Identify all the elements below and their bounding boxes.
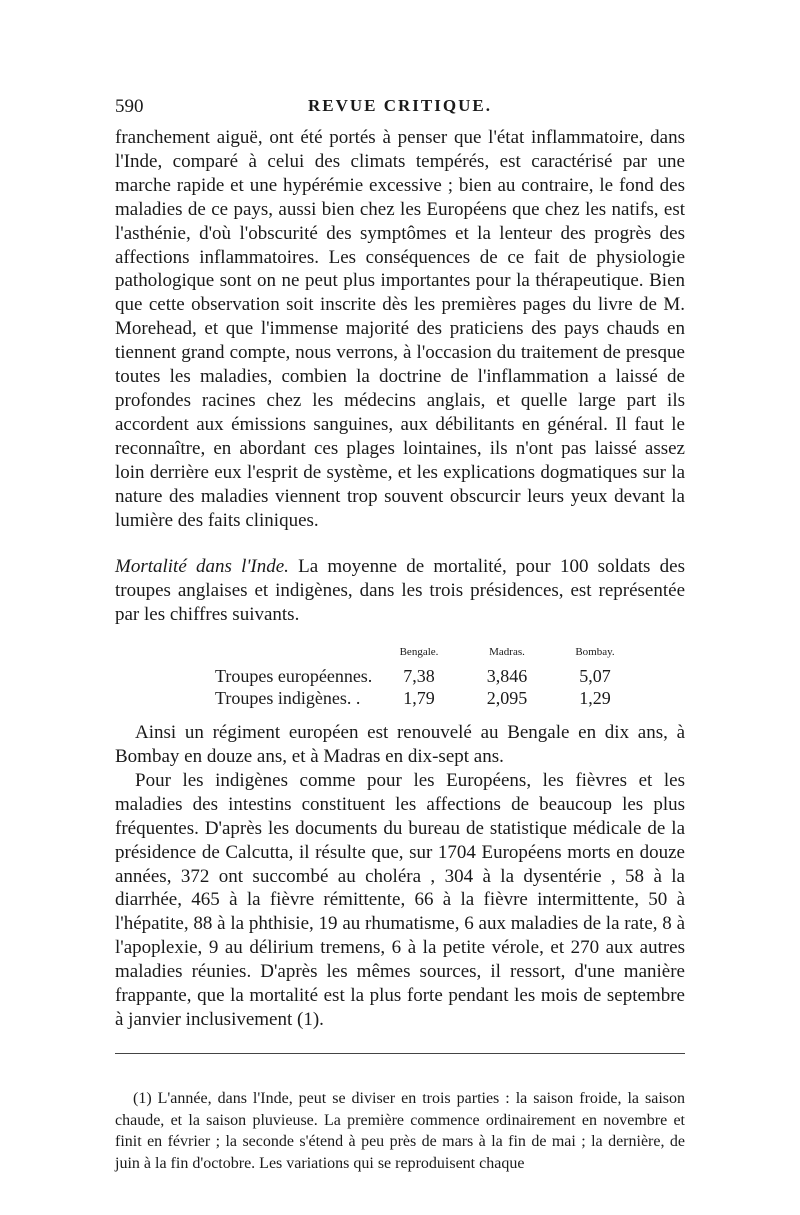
- table-row: [215, 687, 639, 709]
- table-header-bengale: Bengale.: [399, 646, 439, 659]
- table-cell: 7,38: [403, 666, 435, 687]
- paragraph-diseases-statistics: Pour les indigènes comme pour les Européens, les fièvres et les maladies des intestins constituent les affections de beaucoup les plus fréquentes. D'après les documents du bureau de statistique médicale de la présidence de Calcutta, il résulte que, sur 1704 Européens morts en douze années, 372 ont succombé au choléra , 304 à la dysentérie , 58 à la diarrhée, 465 à la fièvre rémittente, 66 à la fièvre intermittente, 50 à l'hépatite, 88 à la phthisie, 19 au rhumatisme, 6 aux maladies de la rate, 8 à l'apoplexie, 9 au délirium tremens, 6 à la petite vérole, et 270 aux autres maladies réunies. D'après les mêmes sources, il ressort, d'une manière frappante, que la mortalité est la plus forte pendant les mois de septembre à janvier inclusivement (1).: [115, 769, 685, 1030]
- table-cell: 3,846: [486, 666, 528, 687]
- page-number: 590: [115, 96, 144, 117]
- paragraph-mortality-intro-text: La moyenne de mortalité, pour 100 soldats des troupes anglaises et indigènes, dans les trois présidences, est représentée par les chiffres suivants.: [115, 556, 685, 626]
- table-cell: 1,29: [579, 688, 611, 709]
- running-title: REVUE CRITIQUE.: [308, 96, 492, 115]
- paragraph-mortality-intro: [115, 555, 685, 627]
- footnote-divider: [115, 1053, 685, 1054]
- table-cell: 5,07: [579, 666, 611, 687]
- table-header-madras: Madras.: [489, 646, 525, 659]
- footnote: (1) L'année, dans l'Inde, peut se diviser en trois parties : la saison froide, la saison chaude, et la saison pluvieuse. La première commence ordinairement en novembre et finit en février ; la seconde s'étend à peu près de mars à la fin de mai ; la dernière, de juin à la fin d'octobre. Les variations qui se reproduisent chaque: [115, 1090, 685, 1172]
- table-cell: 1,79: [403, 688, 435, 709]
- page-header: [115, 96, 685, 124]
- section-lead-mortality: Mortalité dans l'Inde.: [115, 556, 289, 578]
- row-label: Troupes européennes.: [215, 666, 373, 687]
- body-text: [115, 126, 685, 1032]
- table-header-empty: [215, 641, 375, 665]
- paragraph-inflammation: franchement aiguë, ont été portés à penser que l'état inflammatoire, dans l'Inde, comparé à celui des climats tempérés, est caractérisé par une marche rapide et une hypérémie excessive ; bien au contraire, le fond des maladies de ce pays, aussi bien chez les Européens que chez les natifs, est l'asthénie, d'où l'obscurité des symptômes et la lenteur des progrès des affections inflammatoires. Les conséquences de ce fait de physiologie pathologique sont on ne peut plus importantes pour la thérapeutique. Bien que cette observation soit inscrite dès les premières pages du livre de M. Morehead, et que l'immense majorité des praticiens des pays chauds en tiennent grand compte, nous verrons, à l'occasion du traitement de presque toutes les maladies, combien la doctrine de l'inflammation a laissé de profondes racines chez les médecins anglais, et quelle large part ils accordent aux émissions sanguines, aux débilitants en général. Il faut le reconnaître, en abordant ces plages lointaines, ils n'ont pas laissé assez loin derrière eux l'esprit de système, et les explications dogmatiques sur la nature des maladies viennent trop souvent obscurcir leurs yeux devant la lumière des faits cliniques.: [115, 127, 685, 531]
- paragraph-regiment-renewal: Ainsi un régiment européen est renouvelé au Bengale en dix ans, à Bombay en douze ans, et à Madras en dix-sept ans.: [115, 722, 685, 768]
- table-header-row: [215, 641, 639, 665]
- row-label: Troupes indigènes. .: [215, 688, 361, 709]
- mortality-table: [215, 641, 639, 709]
- mortality-table-wrap: [215, 641, 685, 709]
- table-header-bombay: Bombay.: [575, 646, 615, 659]
- table-cell: 2,095: [486, 688, 528, 709]
- table-row: [215, 665, 639, 687]
